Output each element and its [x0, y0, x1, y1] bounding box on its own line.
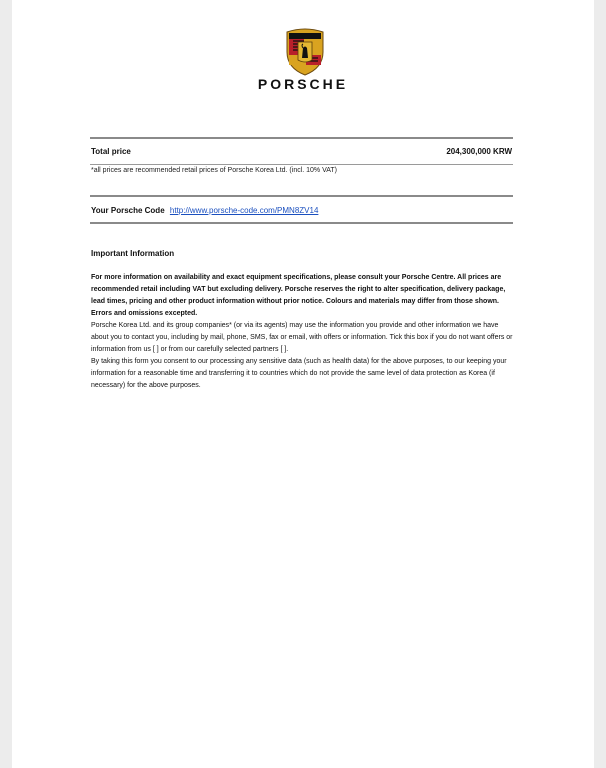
document-page — [12, 0, 594, 768]
porsche-code-label: Your Porsche Code — [91, 206, 165, 215]
info-contact-consent: Porsche Korea Ltd. and its group companies* (or via its agents) may use the information you provide and other information we have about you to contact you, including by mail, phone, SMS, fax or email, with offers or information. Tick this box if you do not want offers or information from us [ ] or from our carefully selected partners [ ]. — [91, 322, 513, 353]
info-data-consent: By taking this form you consent to our processing any sensitive data (such as health data) for the above purposes, to our keeping your information for a reasonable time and transferring it to countries which do not provide the same level of data protection as Korea (if necessary) for the above purposes. — [91, 358, 507, 389]
vat-note: *all prices are recommended retail prices of Porsche Korea Ltd. (incl. 10% VAT) — [91, 167, 338, 174]
divider — [90, 164, 513, 165]
divider — [90, 195, 513, 197]
porsche-crest-icon — [283, 26, 327, 76]
total-price-value: 204,300,000 KRW — [446, 147, 512, 156]
porsche-wordmark: PORSCHE — [257, 76, 349, 92]
info-heading: Important Information — [91, 249, 175, 258]
divider — [90, 137, 513, 139]
important-information — [91, 248, 515, 392]
porsche-code-row — [91, 206, 318, 215]
divider — [90, 222, 513, 224]
total-price-label: Total price — [91, 147, 131, 156]
porsche-code-link[interactable]: http://www.porsche-code.com/PMN8ZV14 — [169, 206, 319, 215]
info-disclaimer: For more information on availability and exact equipment specifications, please consult your Porsche Centre. All prices are recommended retail including VAT but excluding delivery. Porsche reserves the right to alter specification, delivery package, lead times, pricing and other product information without prior notice. Colours and materials may differ from those shown. Errors and omissions excepted. — [91, 274, 506, 317]
